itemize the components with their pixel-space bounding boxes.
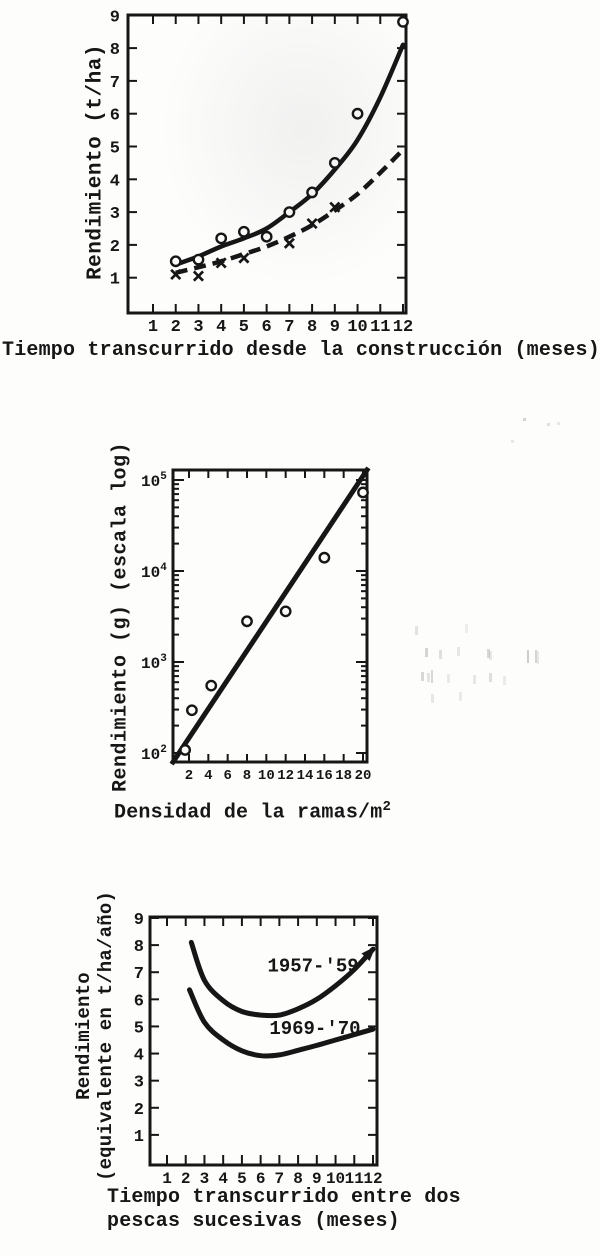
svg-text:6: 6 xyxy=(109,106,120,126)
svg-text:1: 1 xyxy=(133,1127,144,1147)
svg-text:10: 10 xyxy=(325,1170,346,1188)
figure2-x-axis-label-superscript: 2 xyxy=(382,799,392,815)
svg-text:3: 3 xyxy=(199,1170,210,1188)
svg-text:4: 4 xyxy=(216,318,227,337)
svg-text:102: $10^2$ xyxy=(141,744,167,764)
svg-text:14: 14 xyxy=(296,768,314,784)
figure1-x-axis-label: Tiempo transcurrido desde la construcción (meses) xyxy=(2,339,600,362)
svg-text:7: 7 xyxy=(284,318,295,337)
svg-text:12: 12 xyxy=(363,1170,383,1188)
svg-text:5: 5 xyxy=(238,318,250,337)
svg-text:8: 8 xyxy=(133,938,144,958)
svg-text:2: 2 xyxy=(109,237,120,257)
svg-text:2: 2 xyxy=(180,1170,191,1188)
scan-artifact xyxy=(523,418,526,421)
svg-text:4: 4 xyxy=(109,172,120,192)
svg-text:18: 18 xyxy=(335,768,353,784)
figure2-y-axis-label: Rendimiento (g) (escala log) xyxy=(109,441,133,793)
svg-text:4: 4 xyxy=(133,1046,144,1066)
svg-text:10: 10 xyxy=(257,768,275,784)
svg-text:5: 5 xyxy=(109,139,120,159)
svg-text:11: 11 xyxy=(344,1170,364,1188)
svg-text:5: 5 xyxy=(133,1019,144,1039)
svg-text:6: 6 xyxy=(255,1170,266,1188)
svg-text:12: 12 xyxy=(277,768,295,784)
svg-text:10: 10 xyxy=(347,318,368,337)
svg-text:9: 9 xyxy=(329,318,340,337)
svg-text:3: 3 xyxy=(193,318,204,337)
figure2-x-axis-label-text: Densidad de la ramas/m xyxy=(114,801,383,825)
svg-text:2: 2 xyxy=(133,1100,144,1120)
svg-text:7: 7 xyxy=(109,73,120,93)
svg-text:7: 7 xyxy=(133,965,144,985)
svg-text:3: 3 xyxy=(133,1073,144,1093)
svg-text:16: 16 xyxy=(315,768,333,784)
svg-text:12: 12 xyxy=(392,318,414,337)
chart1-canvas xyxy=(0,0,600,380)
svg-text:9: 9 xyxy=(133,911,144,930)
svg-text:6: 6 xyxy=(133,992,144,1012)
svg-text:3: 3 xyxy=(109,205,120,225)
svg-text:2: 2 xyxy=(170,318,181,337)
svg-text:103: $10^3$ xyxy=(141,653,167,673)
svg-text:9: 9 xyxy=(312,1170,322,1188)
figure2-x-axis-label xyxy=(114,799,391,825)
svg-text:8: 8 xyxy=(306,318,318,337)
svg-text:1: 1 xyxy=(147,318,159,337)
svg-text:1: 1 xyxy=(109,270,120,290)
svg-text:4: 4 xyxy=(204,768,213,784)
figure3-x-axis-label-line1: Tiempo transcurrido entre dos xyxy=(107,1186,461,1209)
svg-text:20: 20 xyxy=(354,768,372,784)
figure1-y-axis-label: Rendimiento (t/ha) xyxy=(84,44,108,280)
svg-text:104: $10^4$ xyxy=(141,562,167,582)
svg-text:8: 8 xyxy=(109,41,120,61)
svg-text:11: 11 xyxy=(370,318,391,337)
figure3-x-axis-label xyxy=(107,1186,461,1234)
svg-text:5: 5 xyxy=(237,1170,247,1188)
svg-text:6: 6 xyxy=(261,318,272,337)
chart2-canvas xyxy=(0,430,600,800)
svg-text:8: 8 xyxy=(242,768,252,784)
svg-text:9: 9 xyxy=(109,8,120,28)
figure3-x-axis-label-line2: pescas sucesivas (meses) xyxy=(107,1210,400,1233)
svg-text:2: 2 xyxy=(184,768,194,784)
svg-text:8: 8 xyxy=(293,1170,303,1188)
figure3-y-axis-label-line1: Rendimiento xyxy=(73,972,95,1100)
svg-text:105: $10^5$ xyxy=(141,471,167,491)
svg-text:4: 4 xyxy=(218,1170,228,1188)
svg-text:1: 1 xyxy=(162,1170,172,1188)
svg-text:6: 6 xyxy=(223,768,232,784)
svg-text:1969-'70: 1969-'70 xyxy=(269,1017,361,1040)
svg-text:7: 7 xyxy=(274,1170,285,1188)
svg-text:1957-'59: 1957-'59 xyxy=(267,955,359,978)
figure3-y-axis-label-line2: (equivalente en t/ha/año) xyxy=(95,890,117,1182)
